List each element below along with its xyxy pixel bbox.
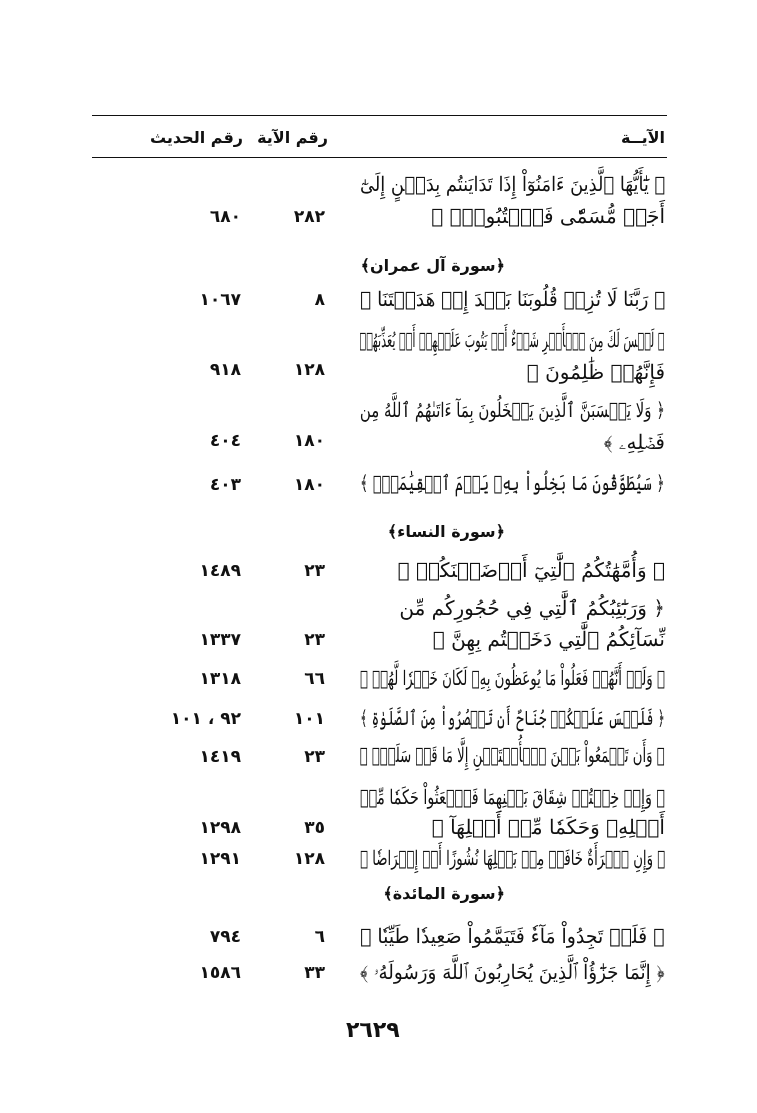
ayah-text-line2: فَضۡلِهِۦ ﴾ [603, 430, 665, 454]
column-header-ayah: الآيــة [620, 128, 665, 147]
column-header-ayah-number: رقم الآية [257, 128, 328, 147]
ayah-text-line1: ﴿ وَإِنِ ٱمۡرَأَةٌ خَافَتۡ مِنۢ بَعۡلِهَا نُشُوزًا أَوۡ إِعۡرَاضٗا ﴾ [359, 846, 665, 870]
ayah-number: ٢٣ [304, 747, 325, 767]
ayah-text-line1: ﴿ لَيۡسَ لَكَ مِنَ ٱلۡأَمۡرِ شَيۡءٌ أَوۡ يَتُوبَ عَلَيۡهِمۡ أَوۡ يُعَذِّبَهُمۡ [360, 328, 665, 352]
ayah-number: ٢٨٢ [293, 207, 325, 227]
ayah-text-line1: ﴿ سَيُطَوَّقُونَ مَا بَخِلُواْ بِهِۦ يَوۡمَ ٱلۡقِيَٰمَةِۗ ﴾ [360, 471, 665, 495]
page-number: ٢٦٢٩ [346, 1018, 400, 1043]
ayah-text-line2: أَهۡلِهِۦ وَحَكَمٗا مِّنۡ أَهۡلِهَآ ﴾ [431, 815, 665, 839]
hadith-number: ١٣٣٧ [199, 630, 241, 650]
ayah-number: ٢٣ [304, 561, 325, 581]
hadith-number: ٩١٨ [209, 360, 241, 380]
ayah-text-line1: ﴿ وَلَا يَحۡسَبَنَّ ٱلَّذِينَ يَبۡخَلُونَ بِمَآ ءَاتَىٰهُمُ ٱللَّهُ مِن [359, 398, 665, 422]
ayah-text-line1: ﴿ إِنَّمَا جَزَٰٓؤُاْ ٱلَّذِينَ يُحَارِبُونَ ٱللَّهَ وَرَسُولَهُۥ ﴾ [360, 960, 665, 984]
ayah-number: ٣٥ [304, 818, 325, 838]
hadith-number: ١٤١٩ [199, 747, 241, 767]
ayah-text-line1: ﴿ وَرَبَٰٓئِبُكُمُ ٱلَّٰتِي فِي حُجُورِكُم مِّن [399, 596, 665, 620]
hadith-number: ٤٠٤ [209, 431, 241, 451]
hadith-number: ١٥٨٦ [199, 963, 241, 983]
ayah-text-line1: ﴿ وَلَوۡ أَنَّهُمۡ فَعَلُواْ مَا يُوعَظُونَ بِهِۦ لَكَانَ خَيۡرٗا لَّهُمۡ ﴾ [360, 666, 665, 690]
hadith-number: ١٢٩٨ [199, 818, 241, 838]
surah-heading: ﴿سورة آل عمران﴾ [360, 256, 505, 275]
ayah-text-line2: فَإِنَّهُمۡ ظَٰلِمُونَ ﴾ [526, 360, 665, 384]
ayah-number: ٦ [314, 927, 325, 947]
ayah-text-line1: ﴿ فَلَيۡسَ عَلَيۡكُمۡ جُنَاحٌ أَن تَقۡصُرُواْ مِنَ ٱلصَّلَوٰةِ ﴾ [360, 706, 665, 730]
ayah-number: ١٨٠ [293, 431, 325, 451]
hadith-number: ١٠٦٧ [199, 290, 241, 310]
hadith-number: ٩٢ ، ١٠١ [170, 709, 241, 729]
ayah-text-line1: ﴿ فَلَمۡ تَجِدُواْ مَآءٗ فَتَيَمَّمُواْ صَعِيدٗا طَيِّبٗا ﴾ [360, 924, 665, 948]
ayah-text-line1: ﴿ رَبَّنَا لَا تُزِغۡ قُلُوبَنَا بَعۡدَ إِذۡ هَدَيۡتَنَا ﴾ [359, 287, 665, 311]
hadith-number: ٦٨٠ [209, 207, 241, 227]
header-bottom-rule [92, 157, 667, 158]
surah-heading: ﴿سورة النساء﴾ [387, 522, 505, 541]
ayah-number: ١٢٨ [293, 849, 325, 869]
hadith-number: ٧٩٤ [209, 927, 241, 947]
hadith-number: ١٣١٨ [199, 669, 241, 689]
ayah-text-line1: ﴿ وَأُمَّهَٰتُكُمُ ٱلَّٰتِيٓ أَرۡضَعۡنَكُمۡ ﴾ [397, 558, 665, 582]
column-header-hadith-number: رقم الحديث [149, 128, 243, 147]
ayah-text-line2: أَجَلٖ مُّسَمّٗى فَٱكۡتُبُوهُۚ ﴾ [431, 204, 665, 228]
ayah-number: ٣٣ [304, 963, 325, 983]
ayah-number: ١٠١ [293, 709, 325, 729]
ayah-number: ٦٦ [304, 669, 325, 689]
ayah-text-line1: ﴿ يَٰٓأَيُّهَا ٱلَّذِينَ ءَامَنُوٓاْ إِذَا تَدَايَنتُم بِدَيۡنٍ إِلَىٰٓ [359, 172, 665, 196]
ayah-number: ١٨٠ [293, 475, 325, 495]
ayah-number: ٢٣ [304, 630, 325, 650]
ayah-text-line2: نِّسَآئِكُمُ ٱلَّٰتِي دَخَلۡتُم بِهِنَّ ﴾ [432, 627, 665, 651]
surah-heading: ﴿سورة المائدة﴾ [383, 884, 505, 903]
hadith-number: ١٢٩١ [199, 849, 241, 869]
ayah-number: ٨ [314, 290, 325, 310]
hadith-number: ١٤٨٩ [199, 561, 241, 581]
header-top-rule [92, 115, 667, 116]
ayah-text-line1: ﴿ وَإِنۡ خِفۡتُمۡ شِقَاقَ بَيۡنِهِمَا فَٱبۡعَثُواْ حَكَمٗا مِّنۡ [359, 785, 665, 809]
hadith-number: ٤٠٣ [209, 475, 241, 495]
ayah-text-line1: ﴿ وَأَن تَجۡمَعُواْ بَيۡنَ ٱلۡأُخۡتَيۡنِ إِلَّا مَا قَدۡ سَلَفَۗ ﴾ [360, 743, 665, 767]
ayah-number: ١٢٨ [293, 360, 325, 380]
